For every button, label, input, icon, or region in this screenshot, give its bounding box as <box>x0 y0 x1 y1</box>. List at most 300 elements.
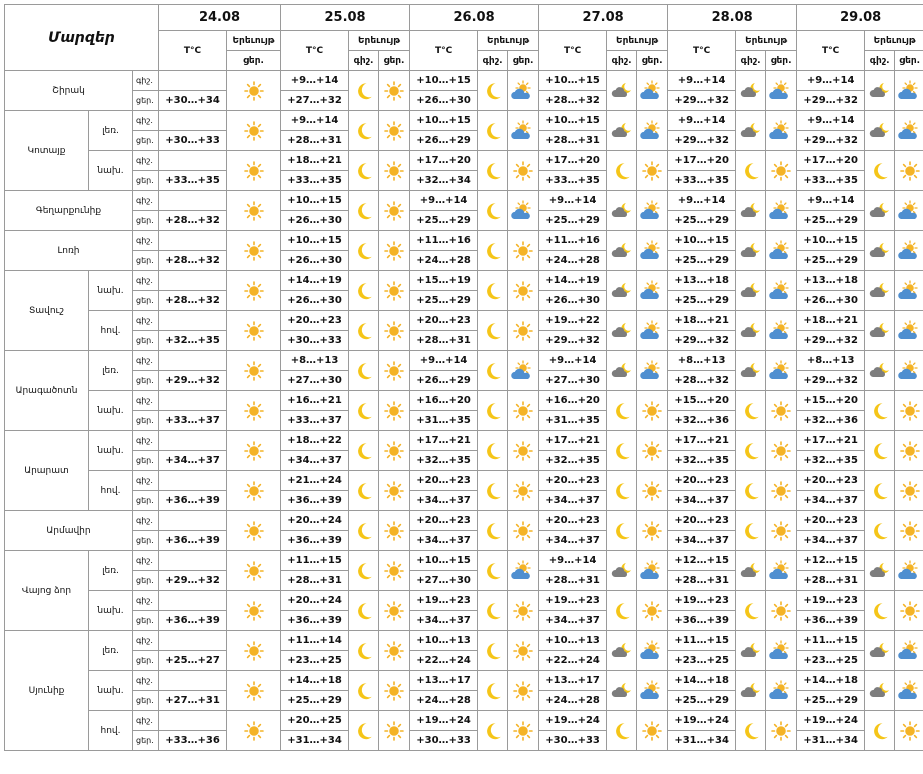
temperature-cell: +20…+25 <box>281 711 349 731</box>
moon-icon <box>349 480 378 502</box>
weather-icon-cell <box>379 271 410 311</box>
moon-icon <box>478 200 507 222</box>
temperature-cell: +19…+23 <box>539 591 607 611</box>
temperature-cell: +32…+35 <box>797 451 865 471</box>
moon-icon <box>349 440 378 462</box>
weather-icon-cell <box>865 351 895 391</box>
sun-icon <box>508 280 538 302</box>
date-header: 27.08 <box>539 5 668 31</box>
cloud-moon-icon <box>736 80 765 102</box>
sun-icon <box>379 680 409 702</box>
weather-icon-cell <box>508 311 539 351</box>
time-of-day: ցեր. <box>133 331 159 351</box>
temperature-cell: +34…+37 <box>668 491 736 511</box>
weather-icon-cell <box>736 591 766 631</box>
weather-icon-cell <box>865 551 895 591</box>
partly-cloudy-icon <box>637 680 667 702</box>
weather-icon-cell <box>379 631 410 671</box>
temperature-cell: +27…+30 <box>281 371 349 391</box>
temperature-cell: +20…+23 <box>410 471 478 491</box>
weather-icon-cell <box>478 471 508 511</box>
table-row <box>5 511 923 531</box>
moon-icon <box>349 280 378 302</box>
zone-name: նախ. <box>89 591 133 631</box>
day-subheader: ցեր. <box>379 51 410 71</box>
weather-icon-cell <box>637 431 668 471</box>
temperature-cell: +29…+32 <box>797 331 865 351</box>
weather-icon-cell <box>227 351 281 391</box>
weather-icon-cell <box>865 391 895 431</box>
sun-icon <box>895 720 923 742</box>
partly-cloudy-icon <box>766 360 796 382</box>
weather-icon-cell <box>895 111 923 151</box>
sun-icon <box>637 160 667 182</box>
weather-header: Երեւույթ <box>736 31 797 51</box>
temperature-cell: +32…+35 <box>159 331 227 351</box>
cloud-moon-icon <box>607 240 636 262</box>
temperature-cell: +17…+21 <box>410 431 478 451</box>
temperature-cell: +32…+35 <box>668 451 736 471</box>
weather-icon-cell <box>637 191 668 231</box>
cloud-moon-icon <box>736 680 765 702</box>
temperature-cell: +36…+39 <box>159 531 227 551</box>
weather-icon-cell <box>508 111 539 151</box>
weather-icon-cell <box>736 151 766 191</box>
temperature-cell: +31…+34 <box>668 731 736 751</box>
temperature-cell: +26…+29 <box>410 131 478 151</box>
temperature-cell: +25…+29 <box>668 691 736 711</box>
temperature-cell: +33…+35 <box>159 171 227 191</box>
partly-cloudy-icon <box>637 200 667 222</box>
weather-header: Երեւույթ <box>349 31 410 51</box>
sun-icon <box>227 360 280 382</box>
moon-icon <box>865 720 894 742</box>
temperature-cell: +29…+32 <box>797 371 865 391</box>
temperature-cell: +34…+37 <box>410 611 478 631</box>
weather-icon-cell <box>895 631 923 671</box>
temperature-cell: +36…+39 <box>668 611 736 631</box>
moon-icon <box>478 120 507 142</box>
temperature-cell: +10…+15 <box>539 111 607 131</box>
cloud-moon-icon <box>865 120 894 142</box>
weather-icon-cell <box>736 671 766 711</box>
weather-icon-cell <box>478 391 508 431</box>
date-header: 28.08 <box>668 5 797 31</box>
weather-icon-cell <box>865 111 895 151</box>
moon-icon <box>607 480 636 502</box>
temperature-cell: +18…+22 <box>281 431 349 451</box>
moon-icon <box>478 560 507 582</box>
weather-icon-cell <box>766 391 797 431</box>
weather-icon-cell <box>865 511 895 551</box>
sun-icon <box>379 560 409 582</box>
region-name: Կոտայք <box>5 111 89 191</box>
temperature-cell: +27…+31 <box>159 691 227 711</box>
moon-icon <box>865 440 894 462</box>
forecast-table <box>4 4 923 751</box>
weather-icon-cell <box>349 231 379 271</box>
weather-icon-cell <box>766 671 797 711</box>
weather-icon-cell <box>895 391 923 431</box>
region-name: Արագածոտն <box>5 351 89 431</box>
partly-cloudy-icon <box>508 80 538 102</box>
temperature-cell <box>159 351 227 371</box>
day-subheader: ցեր. <box>895 51 923 71</box>
cloud-moon-icon <box>865 240 894 262</box>
time-of-day: գիշ. <box>133 231 159 251</box>
moon-icon <box>607 720 636 742</box>
temperature-cell: +20…+23 <box>539 471 607 491</box>
weather-icon-cell <box>478 191 508 231</box>
temperature-cell: +11…+16 <box>410 231 478 251</box>
temperature-cell: +29…+32 <box>668 331 736 351</box>
weather-icon-cell <box>865 311 895 351</box>
temperature-cell <box>159 391 227 411</box>
temperature-cell: +16…+20 <box>410 391 478 411</box>
time-of-day: ցեր. <box>133 571 159 591</box>
time-of-day: ցեր. <box>133 651 159 671</box>
temperature-cell: +28…+32 <box>159 211 227 231</box>
weather-icon-cell <box>508 71 539 111</box>
moon-icon <box>349 520 378 542</box>
weather-icon-cell <box>865 151 895 191</box>
cloud-moon-icon <box>607 640 636 662</box>
weather-icon-cell <box>478 111 508 151</box>
sun-icon <box>637 720 667 742</box>
cloud-moon-icon <box>607 560 636 582</box>
time-of-day: ցեր. <box>133 531 159 551</box>
time-of-day: գիշ. <box>133 711 159 731</box>
temperature-cell: +15…+20 <box>797 391 865 411</box>
temperature-cell: +28…+31 <box>410 331 478 351</box>
moon-icon <box>736 160 765 182</box>
weather-icon-cell <box>895 351 923 391</box>
cloud-moon-icon <box>865 320 894 342</box>
cloud-moon-icon <box>865 360 894 382</box>
night-subheader: գիշ. <box>607 51 637 71</box>
weather-icon-cell <box>865 191 895 231</box>
temperature-cell: +31…+34 <box>797 731 865 751</box>
weather-icon-cell <box>766 551 797 591</box>
moon-icon <box>478 280 507 302</box>
weather-icon-cell <box>766 471 797 511</box>
zone-name: հով. <box>89 311 133 351</box>
temperature-cell: +32…+36 <box>668 411 736 431</box>
weather-icon-cell <box>766 591 797 631</box>
temperature-cell: +12…+15 <box>797 551 865 571</box>
time-of-day: գիշ. <box>133 191 159 211</box>
weather-header: Երեւույթ <box>607 31 668 51</box>
cloud-moon-icon <box>736 320 765 342</box>
partly-cloudy-icon <box>637 120 667 142</box>
time-of-day: ցեր. <box>133 211 159 231</box>
weather-icon-cell <box>637 111 668 151</box>
temperature-cell: +30…+33 <box>410 731 478 751</box>
weather-icon-cell <box>607 71 637 111</box>
temperature-cell: +33…+35 <box>539 171 607 191</box>
weather-icon-cell <box>227 151 281 191</box>
temperature-cell: +10…+15 <box>410 71 478 91</box>
weather-icon-cell <box>895 551 923 591</box>
weather-icon-cell <box>895 311 923 351</box>
weather-icon-cell <box>736 71 766 111</box>
temperature-cell: +8…+13 <box>668 351 736 371</box>
time-of-day: գիշ. <box>133 511 159 531</box>
weather-icon-cell <box>766 431 797 471</box>
temperature-cell: +33…+35 <box>668 171 736 191</box>
temperature-cell: +19…+23 <box>410 591 478 611</box>
weather-icon-cell <box>349 711 379 751</box>
sun-icon <box>637 480 667 502</box>
cloud-moon-icon <box>736 560 765 582</box>
partly-cloudy-icon <box>766 320 796 342</box>
moon-icon <box>607 160 636 182</box>
temperature-cell: +28…+31 <box>668 571 736 591</box>
weather-icon-cell <box>349 551 379 591</box>
partly-cloudy-icon <box>508 360 538 382</box>
weather-icon-cell <box>478 671 508 711</box>
moon-icon <box>865 480 894 502</box>
table-row <box>5 71 923 91</box>
weather-icon-cell <box>379 471 410 511</box>
sun-icon <box>227 80 280 102</box>
temperature-cell: +17…+21 <box>668 431 736 451</box>
moon-icon <box>349 80 378 102</box>
temperature-cell: +33…+35 <box>797 171 865 191</box>
temperature-cell: +28…+32 <box>159 291 227 311</box>
moon-icon <box>478 640 507 662</box>
weather-icon-cell <box>227 111 281 151</box>
temperature-cell <box>159 631 227 651</box>
weather-icon-cell <box>227 231 281 271</box>
sun-icon <box>637 600 667 622</box>
moon-icon <box>736 400 765 422</box>
weather-icon-cell <box>379 391 410 431</box>
temperature-cell: +14…+19 <box>281 271 349 291</box>
weather-icon-cell <box>895 71 923 111</box>
weather-icon-cell <box>478 631 508 671</box>
temperature-cell: +36…+39 <box>159 491 227 511</box>
zone-name: լեռ. <box>89 551 133 591</box>
partly-cloudy-icon <box>895 360 923 382</box>
temperature-cell <box>159 111 227 131</box>
temperature-cell: +34…+37 <box>539 531 607 551</box>
zone-name: լեռ. <box>89 631 133 671</box>
weather-icon-cell <box>766 71 797 111</box>
temperature-cell: +11…+15 <box>797 631 865 651</box>
night-subheader: գիշ. <box>478 51 508 71</box>
temperature-header: T°C <box>539 31 607 71</box>
weather-icon-cell <box>227 671 281 711</box>
partly-cloudy-icon <box>895 680 923 702</box>
temperature-cell: +10…+15 <box>410 551 478 571</box>
weather-icon-cell <box>895 711 923 751</box>
weather-icon-cell <box>508 711 539 751</box>
date-header: 24.08 <box>159 5 281 31</box>
moon-icon <box>478 520 507 542</box>
weather-icon-cell <box>607 111 637 151</box>
temperature-cell: +15…+19 <box>410 271 478 291</box>
cloud-moon-icon <box>736 200 765 222</box>
temperature-cell: +34…+37 <box>797 491 865 511</box>
weather-icon-cell <box>349 671 379 711</box>
time-of-day: ցեր. <box>133 171 159 191</box>
weather-icon-cell <box>349 511 379 551</box>
partly-cloudy-icon <box>766 640 796 662</box>
time-of-day: ցեր. <box>133 691 159 711</box>
temperature-cell: +36…+39 <box>281 491 349 511</box>
temperature-cell: +28…+31 <box>797 571 865 591</box>
temperature-cell <box>159 71 227 91</box>
cloud-moon-icon <box>607 120 636 142</box>
sun-icon <box>766 600 796 622</box>
weather-icon-cell <box>508 671 539 711</box>
temperature-cell: +20…+23 <box>410 311 478 331</box>
sun-icon <box>895 600 923 622</box>
moon-icon <box>349 120 378 142</box>
table-row <box>5 471 923 491</box>
moon-icon <box>607 520 636 542</box>
temperature-cell: +24…+28 <box>539 691 607 711</box>
temperature-cell: +25…+27 <box>159 651 227 671</box>
temperature-cell: +25…+29 <box>797 691 865 711</box>
moon-icon <box>478 440 507 462</box>
temperature-cell: +19…+22 <box>539 311 607 331</box>
temperature-cell: +18…+21 <box>668 311 736 331</box>
partly-cloudy-icon <box>895 280 923 302</box>
sun-icon <box>227 560 280 582</box>
temperature-header: T°C <box>281 31 349 71</box>
weather-icon-cell <box>478 431 508 471</box>
weather-icon-cell <box>637 591 668 631</box>
date-header: 25.08 <box>281 5 410 31</box>
weather-icon-cell <box>637 551 668 591</box>
temperature-cell: +33…+35 <box>281 171 349 191</box>
moon-icon <box>478 720 507 742</box>
weather-icon-cell <box>379 151 410 191</box>
sun-icon <box>379 240 409 262</box>
weather-icon-cell <box>607 271 637 311</box>
time-of-day: ցեր. <box>133 131 159 151</box>
region-name: Արմավիր <box>5 511 133 551</box>
sun-icon <box>227 440 280 462</box>
temperature-cell: +28…+32 <box>539 91 607 111</box>
time-of-day: գիշ. <box>133 311 159 331</box>
cloud-moon-icon <box>865 640 894 662</box>
weather-icon-cell <box>895 671 923 711</box>
temperature-cell: +29…+32 <box>539 331 607 351</box>
sun-icon <box>637 440 667 462</box>
temperature-cell: +20…+23 <box>668 511 736 531</box>
temperature-cell: +32…+36 <box>797 411 865 431</box>
temperature-cell: +31…+34 <box>281 731 349 751</box>
table-row <box>5 271 923 291</box>
temperature-cell: +10…+13 <box>410 631 478 651</box>
weather-icon-cell <box>349 471 379 511</box>
temperature-cell <box>159 511 227 531</box>
weather-icon-cell <box>607 311 637 351</box>
weather-icon-cell <box>227 711 281 751</box>
temperature-cell: +11…+16 <box>539 231 607 251</box>
temperature-cell: +12…+15 <box>668 551 736 571</box>
temperature-cell: +26…+30 <box>281 211 349 231</box>
temperature-header: T°C <box>797 31 865 71</box>
weather-icon-cell <box>607 551 637 591</box>
temperature-cell <box>159 151 227 171</box>
time-of-day: ցեր. <box>133 91 159 111</box>
sun-icon <box>227 600 280 622</box>
zone-name: նախ. <box>89 431 133 471</box>
temperature-cell: +34…+37 <box>797 531 865 551</box>
weather-icon-cell <box>895 271 923 311</box>
temperature-cell: +14…+18 <box>668 671 736 691</box>
weather-icon-cell <box>865 671 895 711</box>
sun-icon <box>508 520 538 542</box>
sun-icon <box>227 400 280 422</box>
weather-icon-cell <box>736 311 766 351</box>
temperature-cell: +14…+18 <box>797 671 865 691</box>
temperature-cell: +28…+31 <box>281 131 349 151</box>
temperature-cell: +29…+32 <box>159 371 227 391</box>
time-of-day: գիշ. <box>133 431 159 451</box>
temperature-cell: +25…+29 <box>797 251 865 271</box>
temperature-cell: +29…+32 <box>668 131 736 151</box>
time-of-day: գիշ. <box>133 271 159 291</box>
weather-icon-cell <box>766 231 797 271</box>
weather-icon-cell <box>637 631 668 671</box>
moon-icon <box>865 520 894 542</box>
weather-icon-cell <box>736 711 766 751</box>
moon-icon <box>478 360 507 382</box>
temperature-cell: +23…+25 <box>668 651 736 671</box>
temperature-cell: +17…+20 <box>410 151 478 171</box>
temperature-cell: +9…+14 <box>668 111 736 131</box>
temperature-cell: +25…+29 <box>668 291 736 311</box>
sun-icon <box>766 440 796 462</box>
weather-icon-cell <box>349 431 379 471</box>
moon-icon <box>349 360 378 382</box>
sun-icon <box>227 280 280 302</box>
weather-icon-cell <box>865 231 895 271</box>
temperature-cell: +23…+25 <box>797 651 865 671</box>
sun-icon <box>766 720 796 742</box>
temperature-cell: +36…+39 <box>159 611 227 631</box>
weather-icon-cell <box>607 231 637 271</box>
partly-cloudy-icon <box>766 80 796 102</box>
temperature-cell: +29…+32 <box>797 91 865 111</box>
temperature-cell: +11…+15 <box>668 631 736 651</box>
sun-icon <box>227 240 280 262</box>
weather-icon-cell <box>508 431 539 471</box>
cloud-moon-icon <box>865 560 894 582</box>
temperature-cell: +36…+39 <box>281 611 349 631</box>
region-name: Շիրակ <box>5 71 133 111</box>
time-of-day: ցեր. <box>133 611 159 631</box>
sun-icon <box>508 480 538 502</box>
weather-icon-cell <box>607 191 637 231</box>
zone-name: հով. <box>89 711 133 751</box>
temperature-cell: +17…+21 <box>539 431 607 451</box>
temperature-cell: +33…+36 <box>159 731 227 751</box>
moon-icon <box>736 480 765 502</box>
temperature-cell <box>159 711 227 731</box>
temperature-cell: +10…+15 <box>281 191 349 211</box>
table-row <box>5 671 923 691</box>
temperature-cell: +27…+32 <box>281 91 349 111</box>
weather-icon-cell <box>349 631 379 671</box>
moon-icon <box>349 400 378 422</box>
weather-icon-cell <box>865 591 895 631</box>
